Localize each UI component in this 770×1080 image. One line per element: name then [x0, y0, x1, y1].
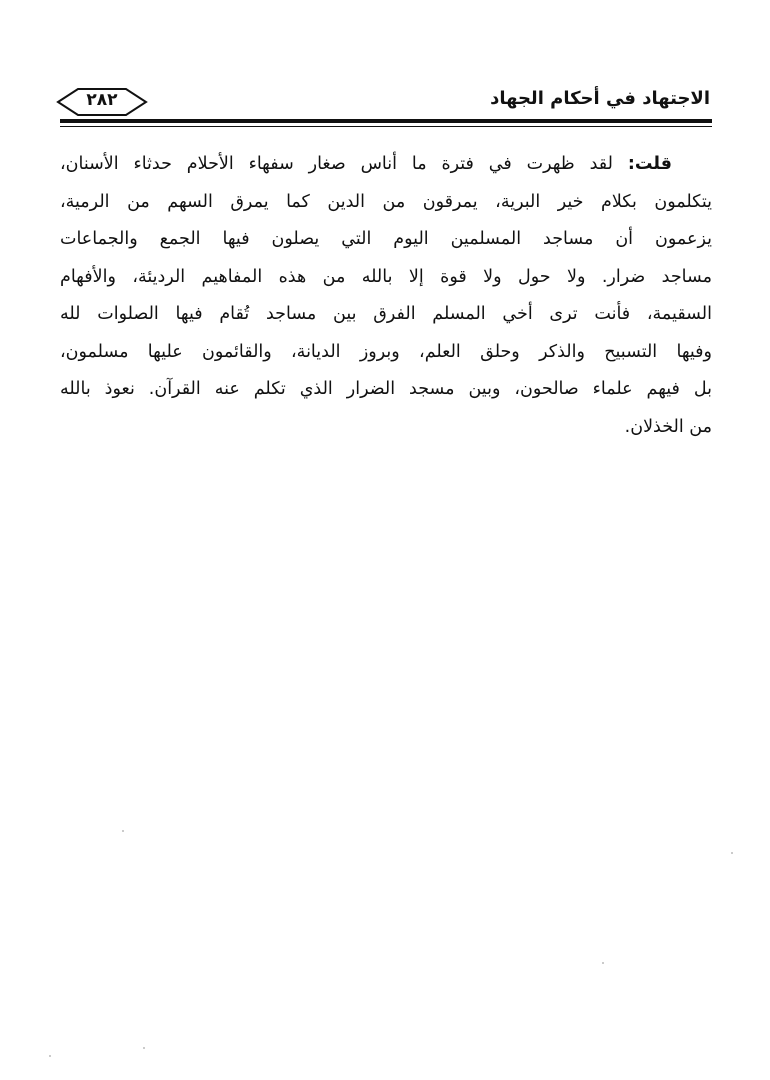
- body-paragraph: [60, 146, 712, 446]
- scan-speck: [602, 962, 604, 964]
- scan-speck: [731, 852, 733, 854]
- text-line: السقيمة، فأنت ترى أخي المسلم الفرق بين مساجد تُقام فيها الصلوات لله: [60, 304, 712, 324]
- text-line: من الخذلان.: [624, 416, 712, 437]
- header-rule-thick: [60, 119, 712, 123]
- scan-speck: [49, 1055, 51, 1057]
- lead-word: قلت:: [627, 154, 672, 174]
- header-rule-thin: [60, 126, 712, 127]
- running-title: الاجتهاد في أحكام الجهاد: [490, 88, 710, 109]
- text-line: يتكلمون بكلام خير البرية، يمرقون من الدين كما يمرق السهم من الرمية،: [60, 191, 712, 212]
- scan-speck: [122, 830, 124, 832]
- text-line: بل فيهم علماء صالحون، وبين مسجد الضرار الذي تكلم عنه القرآن. نعوذ بالله: [60, 379, 712, 399]
- text-line: [60, 146, 712, 184]
- page-number-badge: [56, 86, 148, 118]
- scan-speck: [143, 1047, 145, 1049]
- page-number: ٢٨٢: [86, 90, 118, 110]
- text-line: مساجد ضرار. ولا حول ولا قوة إلا بالله من هذه المفاهيم الرديئة، والأفهام: [60, 266, 712, 287]
- text-line: يزعمون أن مساجد المسلمين اليوم التي يصلون فيها الجمع والجماعات: [60, 229, 712, 249]
- first-line-text: لقد ظهرت في فترة ما أناس صغار سفهاء الأحلام حدثاء الأسنان،: [60, 154, 628, 174]
- text-line: وفيها التسبيح والذكر وحلق العلم، وبروز الديانة، والقائمون عليها مسلمون،: [60, 341, 712, 362]
